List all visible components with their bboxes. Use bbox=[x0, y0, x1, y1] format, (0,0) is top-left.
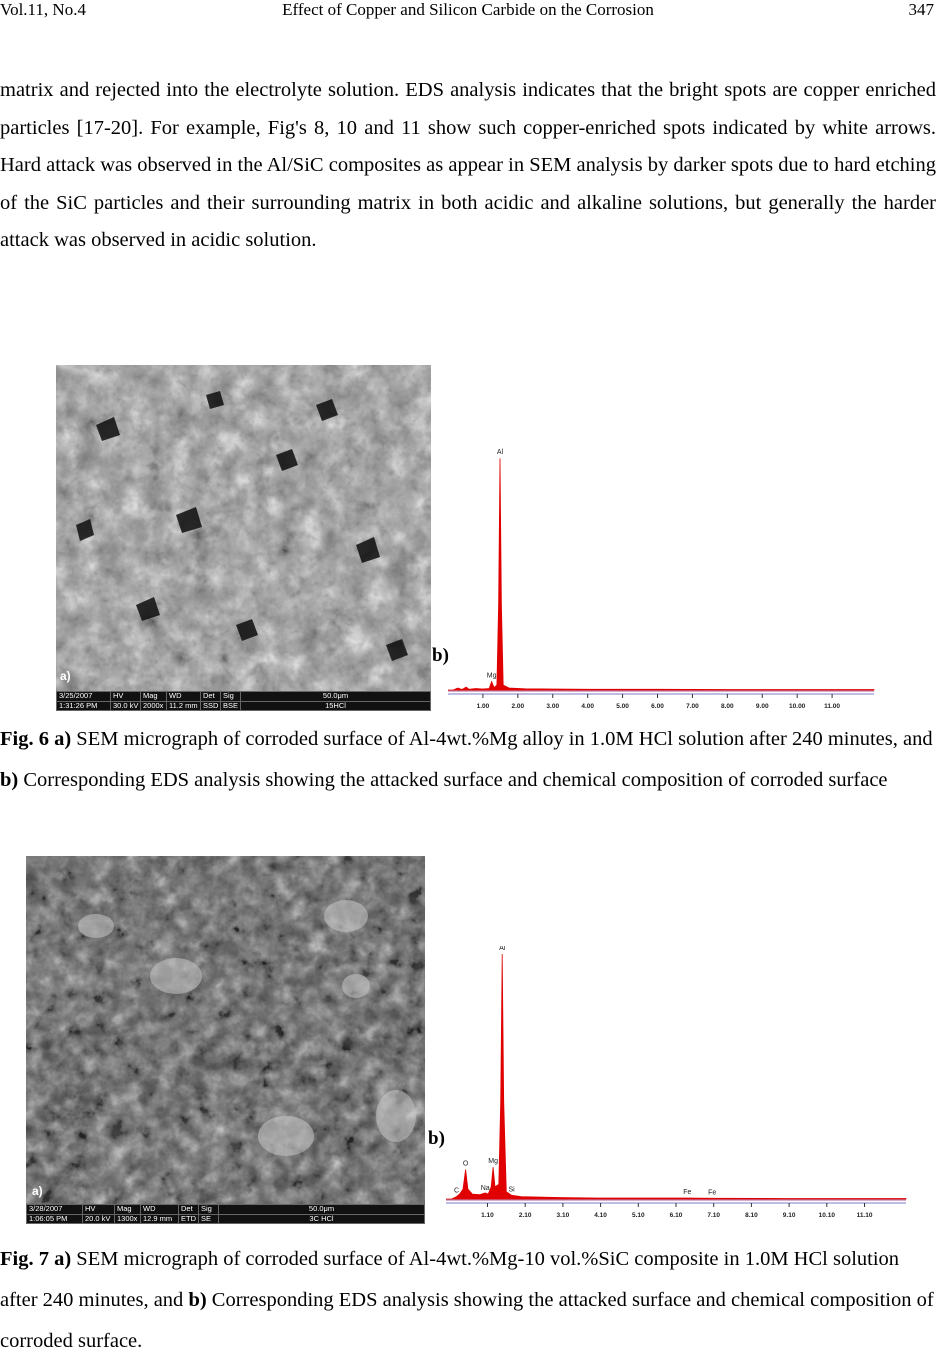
x-tick-label: 3.00 bbox=[546, 703, 560, 710]
fig6-eds-spectrum bbox=[442, 440, 880, 710]
running-title: Effect of Copper and Silicon Carbide on the Corrosion bbox=[282, 0, 654, 19]
x-tick-label: 4.10 bbox=[594, 1212, 607, 1219]
x-tick-label: 5.10 bbox=[631, 1212, 645, 1219]
journal-volume: Vol.11, No.4 bbox=[0, 0, 86, 19]
peak-label-mg: Mg bbox=[488, 1158, 498, 1166]
x-tick-label: 9.10 bbox=[782, 1212, 796, 1219]
peak-label-c: C bbox=[454, 1187, 460, 1195]
fig6-databar-sig: BSE bbox=[221, 701, 241, 711]
fig6-sem-panel-label: a) bbox=[60, 669, 71, 683]
fig7-caption-text-b: Corresponding EDS analysis showing the attacked surface and chemical composition of corroded surface. bbox=[0, 1289, 934, 1352]
x-tick-label: 10.00 bbox=[789, 703, 806, 710]
fig6-caption-label: Fig. 6 a) bbox=[0, 728, 72, 750]
fig6-databar-scale: 50.0μm bbox=[241, 692, 431, 702]
fig7-eds-spectrum bbox=[440, 946, 916, 1222]
fig6-sem-texture bbox=[56, 365, 431, 711]
fig7-caption-label: Fig. 7 a) bbox=[0, 1248, 72, 1270]
x-tick-label: 6.00 bbox=[651, 703, 664, 710]
x-tick-label: 2.10 bbox=[518, 1212, 532, 1219]
fig6-eds-panel-label: b) bbox=[432, 645, 449, 666]
fig6-databar-hv-header: HV bbox=[111, 692, 141, 702]
fig6-caption-text-a: SEM micrograph of corroded surface of Al-4wt.%Mg alloy in 1.0M HCl solution after 240 minutes, and bbox=[71, 728, 933, 750]
fig7-databar-det: ETD bbox=[179, 1214, 199, 1224]
x-tick-label: 9.00 bbox=[755, 703, 769, 710]
x-tick-label: 1.10 bbox=[481, 1212, 494, 1219]
peak-label-al: Al bbox=[499, 946, 506, 952]
x-tick-label: 6.10 bbox=[669, 1212, 683, 1219]
fig7-databar-scale: 50.0μm bbox=[219, 1205, 425, 1215]
page-number: 347 bbox=[908, 0, 934, 19]
x-tick-label: 1.00 bbox=[476, 703, 490, 710]
x-tick-label: 11.00 bbox=[824, 703, 841, 710]
fig6-databar-det: SSD bbox=[201, 701, 221, 711]
fig7-databar-hv-header: HV bbox=[83, 1205, 115, 1215]
fig6-databar-wd: 11.2 mm bbox=[167, 701, 201, 711]
fig6-databar-sample: 15HCl bbox=[241, 701, 431, 711]
x-tick-label: 4.00 bbox=[581, 703, 595, 710]
fig7-caption-text-a: SEM micrograph of corroded surface of Al-4wt.%Mg-10 vol.%SiC composite in 1.0M HCl solution after 240 minutes, and bbox=[0, 1248, 900, 1311]
peak-label-si: Si bbox=[508, 1186, 515, 1194]
fig7-sem-panel-label: a) bbox=[32, 1184, 43, 1198]
fig6-databar-hv: 30.0 kV bbox=[111, 701, 141, 711]
x-tick-label: 7.10 bbox=[707, 1212, 721, 1219]
fig6-databar-time: 1:31:26 PM bbox=[57, 701, 111, 711]
fig7-sem-databar bbox=[26, 1204, 425, 1224]
x-tick-label: 3.10 bbox=[556, 1212, 570, 1219]
fig6-databar-mag-header: Mag bbox=[141, 692, 167, 702]
fig7-eds-panel-label: b) bbox=[428, 1128, 445, 1149]
fig6-caption bbox=[0, 719, 936, 801]
fig6-databar-wd-header: WD bbox=[167, 692, 201, 702]
x-tick-label: 10.10 bbox=[818, 1212, 835, 1219]
peak-label-fe: Fe bbox=[708, 1189, 717, 1197]
fig7-databar-wd-header: WD bbox=[141, 1205, 179, 1215]
x-tick-label: 5.00 bbox=[616, 703, 629, 710]
fig7-sem-texture bbox=[26, 856, 425, 1224]
fig7-databar-det-header: Det bbox=[179, 1205, 199, 1215]
fig7-caption-label-b: b) bbox=[188, 1289, 207, 1311]
x-tick-label: 8.00 bbox=[721, 703, 734, 710]
fig6-databar-det-header: Det bbox=[201, 692, 221, 702]
fig7-databar-hv: 20.0 kV bbox=[83, 1214, 115, 1224]
fig7-databar-time: 1:06:05 PM bbox=[27, 1214, 83, 1224]
fig6-caption-text-b: Corresponding EDS analysis showing the attacked surface and chemical composition of corroded surface bbox=[18, 769, 888, 791]
fig7-databar-wd: 12.9 mm bbox=[141, 1214, 179, 1224]
peak-label-fe: Fe bbox=[683, 1189, 692, 1197]
x-tick-label: 8.10 bbox=[745, 1212, 758, 1219]
body-paragraph: matrix and rejected into the electrolyte solution. EDS analysis indicates that the bright spots are copper enriched particles [17-20]. For example, Fig's 8, 10 and 11 show such copper-enriched spots indicated by white arrows. Hard attack was observed in the Al/SiC composites as appear in SEM analysis by darker spots due to hard etching of the SiC particles and their surrounding matrix in both acidic and alkaline solutions, but generally the harder attack was observed in acidic solution. bbox=[0, 79, 936, 252]
fig7-caption bbox=[0, 1239, 936, 1362]
fig7-databar-date: 3/28/2007 bbox=[27, 1205, 83, 1215]
peak-label-mg: Mg bbox=[486, 672, 497, 680]
spectrum-series bbox=[448, 458, 874, 690]
peak-label-o: O bbox=[462, 1160, 469, 1168]
fig6-databar-sig-header: Sig bbox=[221, 692, 241, 702]
spectrum-series bbox=[446, 954, 906, 1199]
fig6-caption-label-b: b) bbox=[0, 769, 19, 791]
fig6-sem-databar bbox=[56, 691, 431, 711]
peak-label-al: Al bbox=[496, 449, 504, 457]
fig6-databar-date: 3/25/2007 bbox=[57, 692, 111, 702]
fig6-databar-mag: 2000x bbox=[141, 701, 167, 711]
fig6-sem-micrograph bbox=[56, 365, 431, 711]
x-tick-label: 11.10 bbox=[856, 1212, 873, 1219]
fig7-databar-sig: SE bbox=[199, 1214, 219, 1224]
peak-label-na: Na bbox=[480, 1185, 490, 1193]
fig7-databar-sample: 3C HCl bbox=[219, 1214, 425, 1224]
x-tick-label: 2.00 bbox=[511, 703, 525, 710]
fig7-databar-mag-header: Mag bbox=[115, 1205, 141, 1215]
x-tick-label: 7.00 bbox=[686, 703, 699, 710]
fig7-sem-micrograph bbox=[26, 856, 425, 1224]
fig7-databar-mag: 1300x bbox=[115, 1214, 141, 1224]
fig7-databar-sig-header: Sig bbox=[199, 1205, 219, 1215]
